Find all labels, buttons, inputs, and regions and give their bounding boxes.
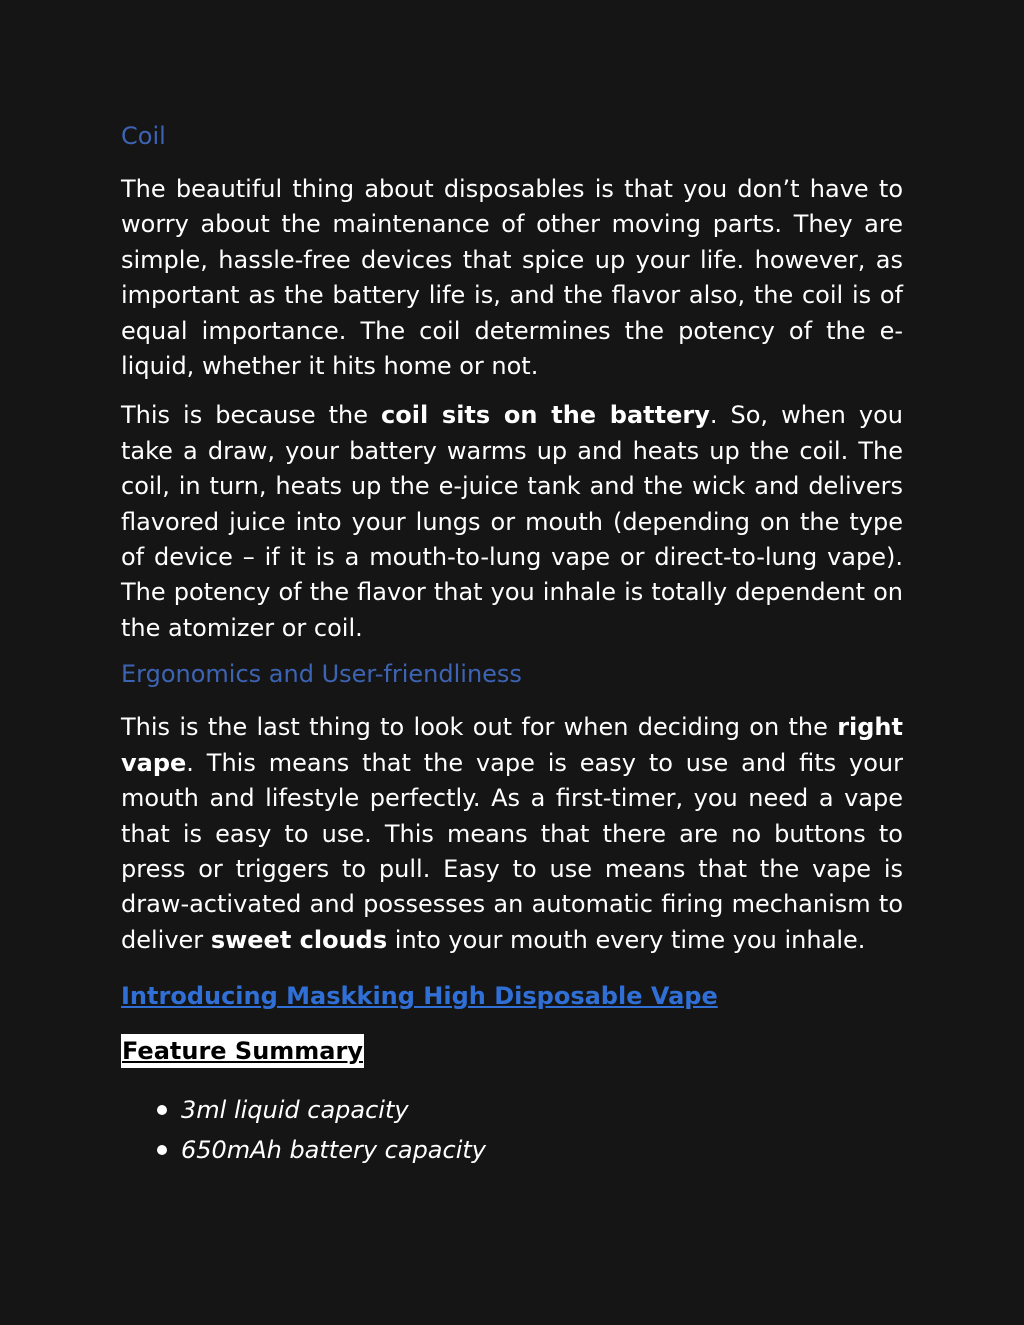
ergonomics-bold-right-vape: right vape — [121, 713, 903, 777]
coil-paragraph-1: The beautiful thing about disposables is that you don’t have to worry about the maintenance of other moving parts. They are simple, hassle-free devices that spice up your life. however, as important as the battery life is, and the flavor also, the coil is of equal importance. The coil determines the potency of the e-liquid, whether it hits home or not. — [121, 175, 903, 381]
intro-link-line — [121, 978, 903, 1014]
ergonomics-bold-sweet-clouds: sweet clouds — [210, 925, 388, 954]
intro-link[interactable]: Introducing Maskking High Disposable Vape — [121, 982, 718, 1011]
feature-summary-line — [121, 1034, 903, 1068]
feature-item-text: 3ml liquid capacity — [181, 1096, 409, 1125]
ergonomics-paragraph-start: This is the last thing to look out for when deciding on the — [121, 713, 838, 742]
feature-item-text: 650mAh battery capacity — [181, 1136, 486, 1165]
feature-list-item — [157, 1090, 903, 1130]
feature-list — [121, 1090, 903, 1170]
coil-paragraph-2-start: This is because the — [121, 401, 382, 430]
coil-heading: Coil — [121, 122, 166, 150]
feature-summary-label: Feature Summary — [121, 1034, 364, 1068]
coil-paragraph-2-end: . So, when you take a draw, your battery warms up and heats up the coil. The coil, in turn, heats up the e-juice tank and the wick and delivers flavored juice into your lungs or mouth (depending on the type of device – if it is a mouth-to-lung vape or direct-to-lung vape). The potency of the flavor that you inhale is totally dependent on the atomizer or coil. — [121, 401, 903, 642]
feature-list-item — [157, 1130, 903, 1170]
bullet-icon — [157, 1105, 167, 1115]
document-page — [121, 118, 903, 1170]
bullet-icon — [157, 1145, 167, 1155]
ergonomics-paragraph — [121, 710, 903, 958]
coil-paragraph-2-bold: coil sits on the battery — [381, 401, 710, 430]
coil-paragraph-2 — [121, 398, 903, 646]
ergonomics-paragraph-mid: . This means that the vape is easy to use and fits your mouth and lifestyle perfectly. As a first-timer, you need a vape that is easy to use. This means that there are no buttons to press or triggers to pull. Easy to use means that the vape is draw-activated and possesses an automatic firing mechanism to deliver — [121, 748, 903, 954]
ergonomics-heading: Ergonomics and User-friendliness — [121, 660, 522, 689]
ergonomics-paragraph-end: into your mouth every time you inhale. — [387, 925, 866, 954]
